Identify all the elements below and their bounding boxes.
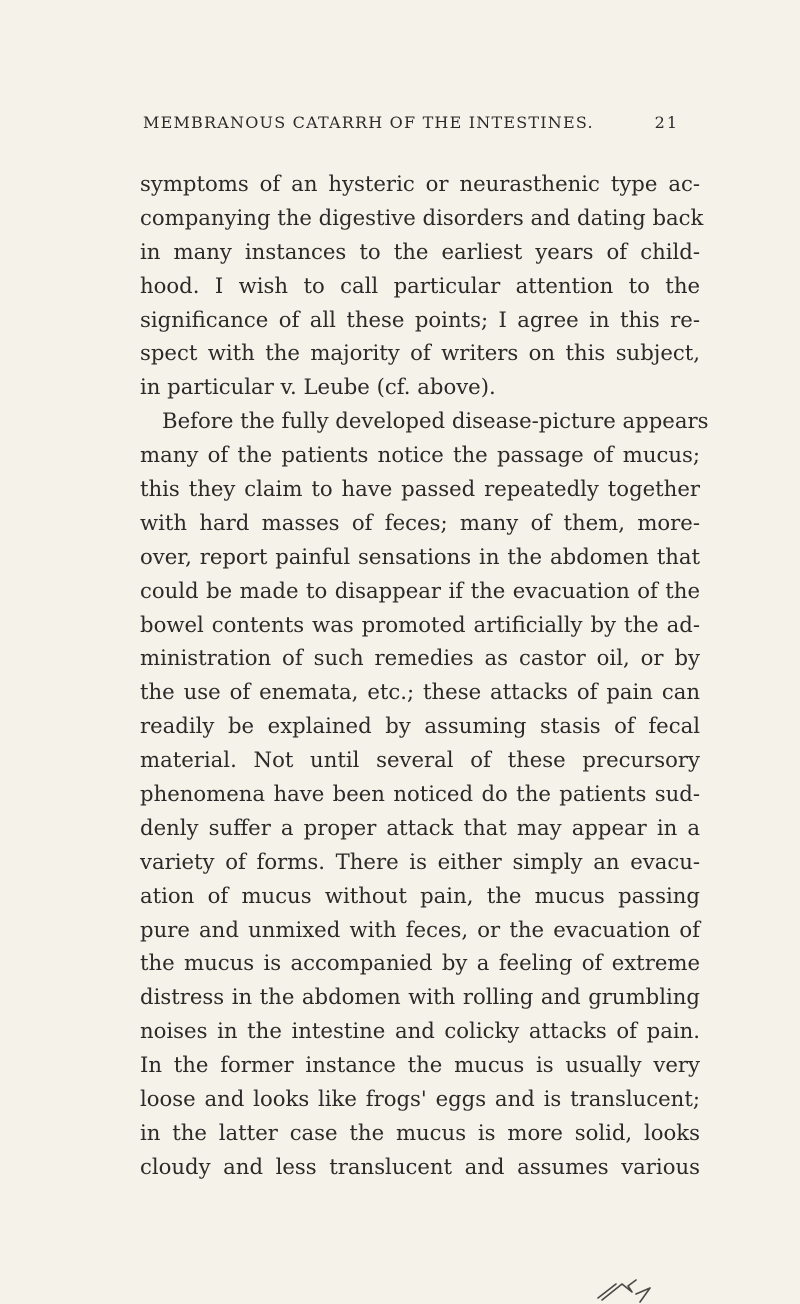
text-line: in particular v. Leube (cf. above). (140, 374, 496, 400)
text-line: loose and looks like frogs' eggs and is translucent; (140, 1086, 700, 1112)
text-line: denly suffer a proper attack that may appear in a (140, 814, 700, 840)
text-line: ministration of such remedies as castor oil, or by (140, 645, 700, 671)
text-line: phenomena have been noticed do the patients sud- (140, 781, 700, 807)
text-line: this they claim to have passed repeatedly together (140, 476, 700, 502)
text-line: distress in the abdomen with rolling and grumbling (140, 984, 700, 1010)
text-line: spect with the majority of writers on this subject, (140, 340, 700, 366)
text-line: ation of mucus without pain, the mucus passing (140, 882, 700, 908)
text-line: many of the patients notice the passage of mucus; (140, 442, 700, 468)
text-line: noises in the intestine and colicky attacks of pain. (140, 1018, 700, 1044)
text-line: the mucus is accompanied by a feeling of extreme (140, 950, 700, 976)
text-line: with hard masses of feces; many of them, more- (140, 509, 700, 535)
text-line: pure and unmixed with feces, or the evacuation of (140, 916, 700, 942)
handwritten-mark (592, 1270, 662, 1304)
running-head-title: MEMBRANOUS CATARRH OF THE INTESTINES. (143, 113, 594, 132)
text-line: symptoms of an hysteric or neurasthenic type ac- (140, 171, 700, 196)
running-head (143, 113, 679, 139)
body-text (140, 167, 709, 1184)
text-line: Before the fully developed disease-picture appears (162, 408, 709, 434)
text-line: could be made to disappear if the evacuation of the (140, 577, 700, 603)
text-line: hood. I wish to call particular attention to the (140, 272, 700, 298)
text-line: the use of enemata, etc.; these attacks of pain can (140, 679, 700, 705)
text-line: material. Not until several of these precursory (140, 747, 700, 773)
text-line: In the former instance the mucus is usually very (140, 1052, 700, 1078)
page-number: 21 (654, 113, 679, 132)
text-line: bowel contents was promoted artificially by the ad- (140, 611, 700, 637)
text-line: in the latter case the mucus is more solid, looks (140, 1119, 700, 1145)
text-line: readily be explained by assuming stasis of fecal (140, 713, 700, 739)
text-line: variety of forms. There is either simply an evacu- (140, 848, 700, 874)
text-line: over, report painful sensations in the abdomen that (140, 543, 700, 569)
text-line: cloudy and less translucent and assumes various (140, 1153, 700, 1179)
text-line: significance of all these points; I agree in this re- (140, 306, 700, 332)
text-line: in many instances to the earliest years of child- (140, 238, 700, 264)
text-line: companying the digestive disorders and dating back (140, 204, 704, 230)
